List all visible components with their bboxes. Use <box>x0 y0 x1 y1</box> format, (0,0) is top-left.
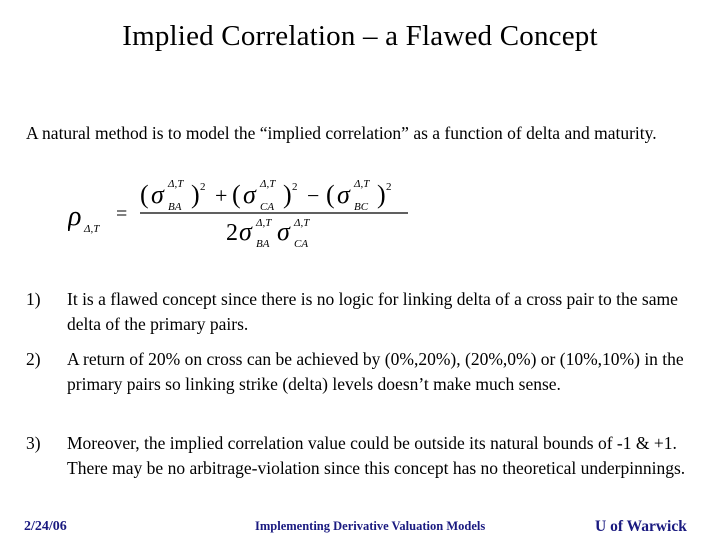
formula-sigma: σ <box>277 217 290 246</box>
formula-sigma: σ <box>337 180 350 209</box>
footer-title: Implementing Derivative Valuation Models <box>255 519 486 533</box>
formula-open-paren: ( <box>140 180 149 209</box>
slide-title: Implied Correlation – a Flawed Concept <box>122 20 598 52</box>
list-item-number: 1) <box>26 289 41 309</box>
formula-square: 2 <box>200 181 206 193</box>
implied-correlation-formula <box>68 176 418 251</box>
formula-close-paren: ) <box>191 180 200 209</box>
formula-lhs-rho: ρ <box>68 201 82 232</box>
formula-superscript: Δ,T <box>168 178 184 190</box>
list-item-text: A return of 20% on cross can be achieved by (0%,20%), (20%,0%) or (10%,10%) in the primary pairs so linking strike (delta) levels doesn’t make much sense. <box>67 349 684 394</box>
formula-open-paren: ( <box>326 180 335 209</box>
formula-subscript-ca: CA <box>260 201 275 213</box>
formula-minus: − <box>307 183 320 208</box>
formula-square: 2 <box>292 181 298 193</box>
list-item-text: Moreover, the implied correlation value could be outside its natural bounds of -1 & +1. There may be no arbitrage-violation since this concept has no theoretical underpinnings. <box>67 433 686 478</box>
formula-subscript-ba: BA <box>256 238 270 250</box>
formula-square: 2 <box>386 181 392 193</box>
formula-superscript: Δ,T <box>256 217 272 229</box>
list-item-number: 2) <box>26 349 41 369</box>
formula-superscript: Δ,T <box>294 217 310 229</box>
formula-denominator-two: 2 <box>226 220 238 246</box>
formula-subscript-bc: BC <box>354 201 369 213</box>
formula-open-paren: ( <box>232 180 241 209</box>
formula-close-paren: ) <box>283 180 292 209</box>
list-item <box>26 287 696 337</box>
footer-date: 2/24/06 <box>24 519 67 534</box>
formula-sigma: σ <box>243 180 256 209</box>
formula-sigma: σ <box>239 217 252 246</box>
list-item-number: 3) <box>26 433 41 453</box>
formula-plus: + <box>215 183 228 208</box>
formula-sigma: σ <box>151 180 164 209</box>
footer-institution: U of Warwick <box>595 518 687 535</box>
list-item <box>26 347 696 397</box>
formula-close-paren: ) <box>377 180 386 209</box>
formula-lhs-subscript: Δ,T <box>84 223 100 235</box>
formula-subscript-ba: BA <box>168 201 182 213</box>
formula-subscript-ca: CA <box>294 238 309 250</box>
formula-superscript: Δ,T <box>260 178 276 190</box>
formula-superscript: Δ,T <box>354 178 370 190</box>
formula-equals: = <box>116 203 128 225</box>
intro-paragraph: A natural method is to model the “implied correlation” as a function of delta and maturity. <box>26 123 657 143</box>
list-item-text: It is a flawed concept since there is no logic for linking delta of a cross pair to the same delta of the primary pairs. <box>67 289 678 334</box>
list-item <box>26 431 696 481</box>
